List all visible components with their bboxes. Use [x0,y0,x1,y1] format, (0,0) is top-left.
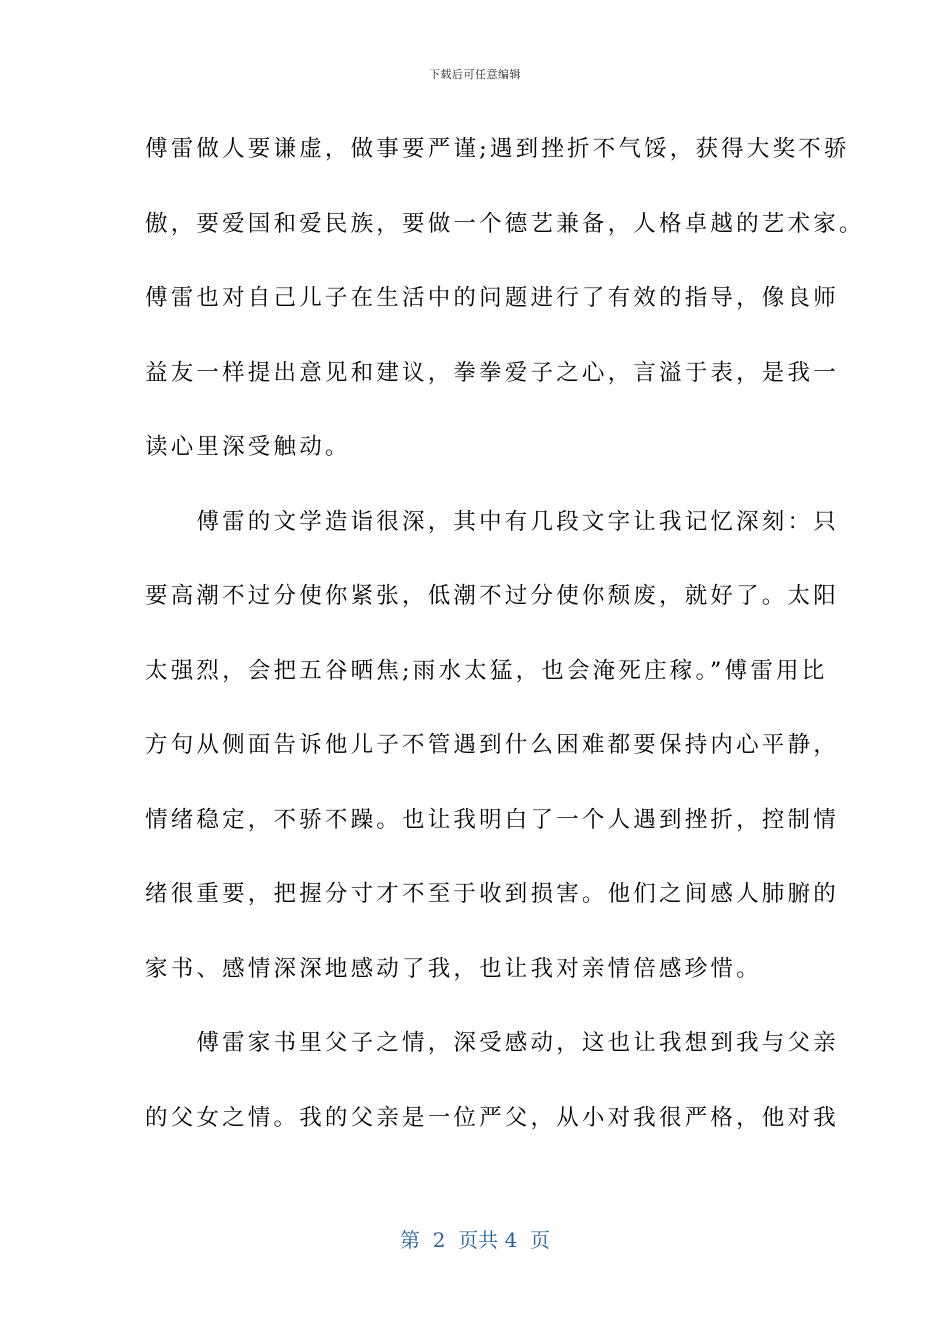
text-line: 傅雷家书里父子之情，深受感动，这也让我想到我与父亲 [145,1030,839,1056]
text-line: 傅雷的文学造诣很深，其中有几段文字让我记忆深刻：只 [145,508,839,535]
text-line: 傅雷做人要谦虚，做事要严谨;遇到挫折不气馁，获得大奖不骄 [145,136,850,162]
text-line: 家书、感情深深地感动了我，也让我对亲情倍感珍惜。 [145,955,762,982]
text-line: 要高潮不过分使你紧张，低潮不过分使你颓废，就好了。太阳 [145,583,839,609]
page-header: 下载后可任意编辑 [429,68,521,81]
text-line: 太强烈，会把五谷晒焦;雨水太猛，也会淹死庄稼。”傅雷用比 [145,657,828,684]
text-line: 绪很重要，把握分寸才不至于收到损害。他们之间感人肺腑的 [145,881,839,907]
body-text [145,112,865,1155]
text-line: 的父女之情。我的父亲是一位严父，从小对我很严格，他对我 [145,1104,839,1131]
text-line: 方句从侧面告诉他儿子不管遇到什么困难都要保持内心平静， [145,732,839,758]
text-line: 读心里深受触动。 [145,434,351,460]
text-line: 益友一样提出意见和建议，拳拳爱子之心，言溢于表，是我一 [145,359,839,386]
page-number-footer: 第 2 页共 4 页 [400,1228,550,1252]
text-line: 情绪稳定，不骄不躁。也让我明白了一个人遇到挫折，控制情 [145,806,839,833]
text-line: 傲，要爱国和爱民族，要做一个德艺兼备，人格卓越的艺术家。 [145,210,865,237]
text-line: 傅雷也对自己儿子在生活中的问题进行了有效的指导，像良师 [145,285,839,311]
